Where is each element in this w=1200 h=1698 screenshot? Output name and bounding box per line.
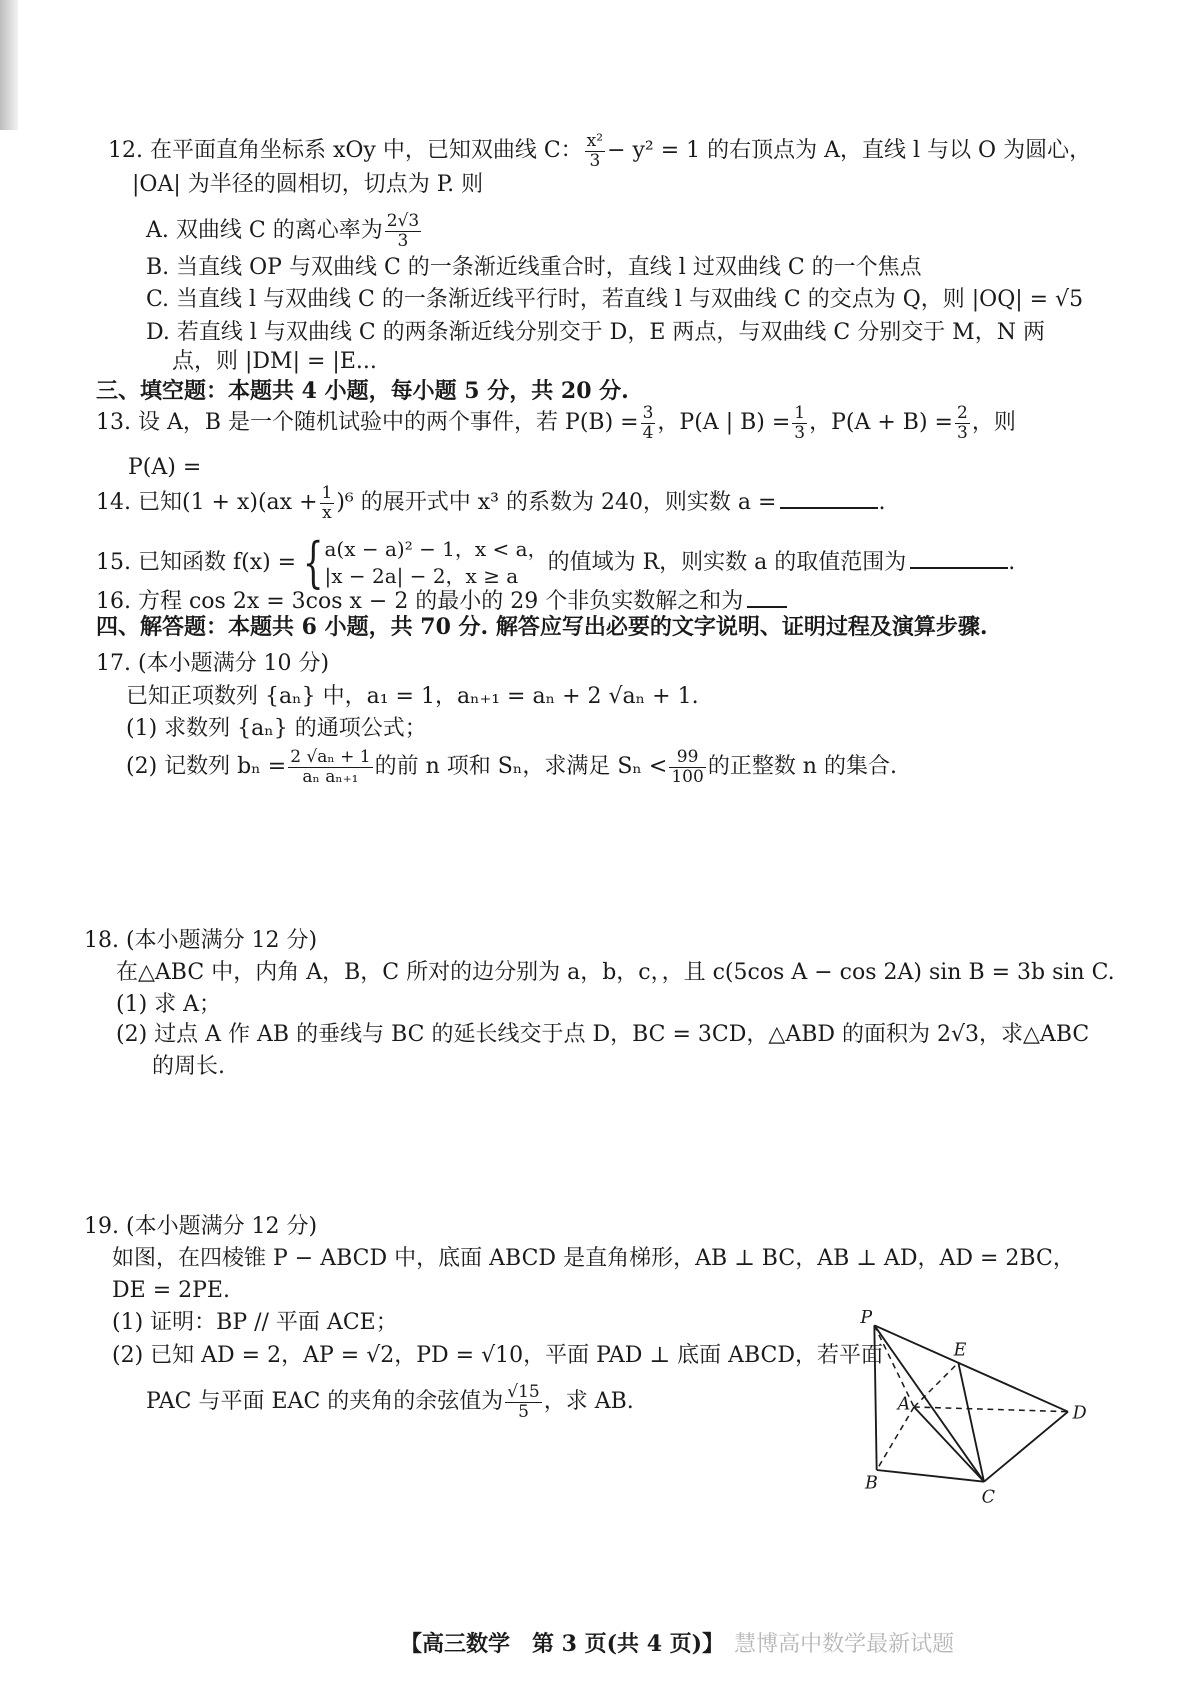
bn-fraction: $\frac{\text{2 √aₙ + 1}}{\text{aₙ aₙ₊₁}}$ [290, 747, 371, 787]
q12-line2: |OA| 为半径的圆相切，切点为 P. 则 [132, 172, 484, 197]
ninety-nine-hundredths-fraction: $\frac{99}{100}$ [671, 747, 704, 787]
q12-option-d-line2: 点，则 |DM| = |E... [172, 349, 377, 374]
q14-answer-blank[interactable] [780, 489, 878, 509]
piecewise-brace: { [302, 531, 324, 594]
q19-part2b: PAC 与平面 EAC 的夹角的余弦值为 $\frac{√15}{5}$ ，求 AB. [146, 1382, 634, 1422]
section-4-heading: 四、解答题：本题共 6 小题，共 70 分. 解答应写出必要的文字说明、证明过程及演算步骤. [96, 614, 988, 640]
edge-bc [877, 1470, 984, 1482]
cosine-fraction: $\frac{√15}{5}$ [507, 1382, 540, 1422]
scan-edge-shadow [0, 0, 18, 130]
q18-part1: (1) 求 A； [116, 992, 222, 1017]
paplusb-fraction: $\frac{2}{3}$ [956, 403, 968, 443]
label-b: B [865, 1473, 878, 1494]
q12-option-d-line1: D. 若直线 l 与双曲线 C 的两条渐近线分别交于 D，E 两点，与双曲线 C 分别交于 M，N 两 [146, 320, 1045, 345]
q12-option-b: B. 当直线 OP 与双曲线 C 的一条渐近线重合时，直线 l 过双曲线 C 的一个焦点 [146, 255, 922, 280]
q18-part2: (2) 过点 A 作 AB 的垂线与 BC 的延长线交于点 D，BC = 3CD，△ABD 的面积为 2√3，求△ABC [116, 1022, 1090, 1047]
label-c: C [981, 1487, 996, 1508]
pyramid-figure [858, 1296, 1087, 1508]
q19-line1: 如图，在四棱锥 P − ABCD 中，底面 ABCD 是直角梯形，AB ⊥ BC，AB ⊥ AD，AD = 2BC， [112, 1246, 1075, 1271]
section-3-heading: 三、填空题：本题共 4 小题，每小题 5 分，共 20 分. [96, 378, 629, 404]
q14-line: 14. 已知(1 + x)(ax + $\frac{1}{x}$ )⁶ 的展开式中 x³ 的系数为 240，则实数 a = . [96, 483, 886, 523]
q12-option-c: C. 当直线 l 与双曲线 C 的一条渐近线平行时，若直线 l 与双曲线 C 的交点为 Q，则 |OQ| = √5 [146, 287, 1084, 312]
q19-part2: (2) 已知 AD = 2，AP = √2，PD = √10，平面 PAD ⊥ 底面 ABCD，若平面 [112, 1343, 883, 1368]
watermark: 慧博高中数学最新试题 [734, 1632, 955, 1657]
label-a: A [897, 1394, 911, 1415]
q15-line: 15. 已知函数 f(x) = { a(x − a)² − 1，x < a， |x − 2a| − 2，x ≥ a 的值域为 R，则实数 a 的取值范围为 . [96, 531, 1016, 594]
pb-fraction: $\frac{3}{4}$ [642, 403, 654, 443]
edge-cd [984, 1412, 1068, 1482]
piecewise-cases: a(x − a)² − 1，x < a， |x − 2a| − 2，x ≥ a [324, 537, 548, 588]
q17-part2: (2) 记数列 bₙ = $\frac{\text{2 √aₙ + 1}}{\text{aₙ aₙ₊₁}}$ 的前 n 项和 Sₙ，求满足 Sₙ < $\frac{99}{100}$ 的正整数 n 的集合. [126, 747, 897, 787]
edge-ad [914, 1407, 1068, 1412]
edge-ab [877, 1407, 914, 1470]
edge-ac [914, 1407, 984, 1482]
eccentricity-fraction: $\frac{2√3}{3}$ [386, 211, 420, 251]
q17-line1: 已知正项数列 {aₙ} 中，a₁ = 1，aₙ₊₁ = aₙ + 2 √aₙ + 1. [126, 684, 699, 709]
q13-line1: 13. 设 A，B 是一个随机试验中的两个事件，若 P(B) = $\frac{3}{4}$ ，P(A | B) = $\frac{1}{3}$ ，P(A + B) = $\frac{2}{3}$ ，则 [96, 403, 1016, 443]
q17-part1: (1) 求数列 {aₙ} 的通项公式； [126, 716, 427, 741]
q15-answer-blank[interactable] [910, 549, 1008, 569]
edge-pb [874, 1325, 876, 1470]
label-d: D [1072, 1403, 1087, 1424]
q17-title: 17. (本小题满分 10 分) [96, 651, 330, 676]
label-e: E [953, 1340, 967, 1361]
q12-line1: 12. 在平面直角坐标系 xOy 中，已知双曲线 C： $\frac{\text{x²}}{3}$ − y² = 1 的右顶点为 A，直线 l 与以 O 为圆心， [108, 131, 1092, 171]
q18-line1: 在△ABC 中，内角 A，B，C 所对的边分别为 a，b，c，，且 c(5cos A − cos 2A) sin B = 3b sin C. [116, 960, 1115, 985]
q18-part2b: 的周长. [152, 1054, 225, 1079]
q19-title: 19. (本小题满分 12 分) [84, 1214, 318, 1239]
q13-line2: P(A) = [128, 455, 202, 480]
label-p: P [860, 1308, 873, 1328]
q19-line2: DE = 2PE. [112, 1278, 230, 1303]
pab-fraction: $\frac{1}{3}$ [794, 403, 806, 443]
hyperbola-fraction: $\frac{\text{x²}}{3}$ [586, 131, 604, 171]
one-over-x-fraction: $\frac{1}{x}$ [321, 483, 333, 523]
q16-line: 16. 方程 cos 2x = 3cos x − 2 的最小的 29 个非负实数解之和为 [96, 588, 787, 615]
q16-answer-blank[interactable] [747, 588, 787, 608]
q12-option-a: A. 双曲线 C 的离心率为 $\frac{2√3}{3}$ [146, 211, 420, 251]
edge-ae [914, 1363, 958, 1407]
page-footer: 【高三数学 第 3 页(共 4 页)】 慧博高中数学最新试题 [400, 1631, 955, 1657]
q19-part1: (1) 证明：BP // 平面 ACE； [112, 1310, 398, 1335]
q18-title: 18. (本小题满分 12 分) [84, 928, 318, 953]
